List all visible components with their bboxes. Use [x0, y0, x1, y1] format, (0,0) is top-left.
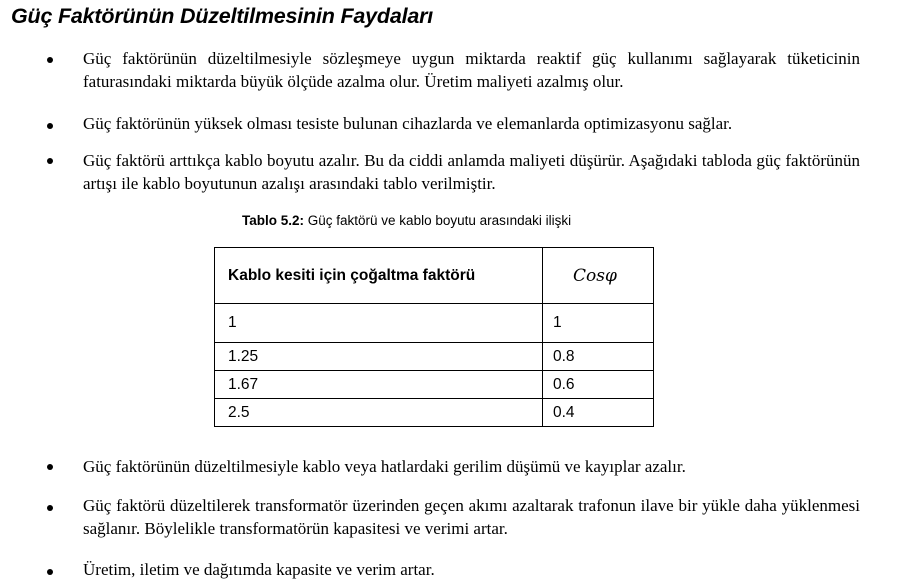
cell-multiplier: 1	[215, 304, 543, 343]
cell-multiplier: 1.67	[215, 371, 543, 399]
bullet-text: Güç faktörü arttıkça kablo boyutu azalır. Bu da ciddi anlamda maliyeti düşürür. Aşağıdaki tabloda güç faktörünün artışı ile kablo boyutunun azalışı arasındaki tablo verilmiştir.	[83, 151, 860, 193]
power-factor-table	[214, 247, 654, 427]
table-row	[215, 371, 654, 399]
table-caption-text: Güç faktörü ve kablo boyutu arasındaki ilişki	[304, 213, 572, 228]
bullet-text: Güç faktörünün yüksek olması tesiste bulunan cihazlarda ve elemanlarda optimizasyonu sağlar.	[83, 114, 733, 133]
table-row	[215, 304, 654, 343]
table-header-row	[215, 248, 654, 304]
page-title: Güç Faktörünün Düzeltilmesinin Faydaları	[11, 4, 434, 28]
header-cosphi: Cosφ	[543, 248, 654, 304]
bullet-dot-icon	[47, 464, 53, 470]
bullet-dot-icon	[47, 123, 53, 129]
cell-cosphi: 1	[543, 304, 654, 343]
table-row	[215, 399, 654, 427]
cell-cosphi: 0.8	[543, 343, 654, 371]
bullet-dot-icon	[47, 158, 53, 164]
cell-multiplier: 1.25	[215, 343, 543, 371]
bullet-text: Üretim, iletim ve dağıtımda kapasite ve verim artar.	[83, 560, 435, 579]
bullet-dot-icon	[47, 505, 53, 511]
cell-cosphi: 0.6	[543, 371, 654, 399]
table-caption	[242, 213, 571, 228]
bullet-text: Güç faktörünün düzeltilmesiyle sözleşmeye uygun miktarda reaktif güç kullanımı sağlayarak tüketicinin faturasındaki miktarda büyük ölçüde azalma olur. Üretim maliyeti azalmış olur.	[83, 49, 860, 91]
bullet-text: Güç faktörü düzeltilerek transformatör üzerinden geçen akımı azaltarak trafonun ilave bir yükle daha yüklenmesi sağlanır. Böylelikle transformatörün kapasitesi ve verimi artar.	[83, 496, 860, 538]
bullet-dot-icon	[47, 569, 53, 575]
bullet-dot-icon	[47, 57, 53, 63]
table-caption-label: Tablo 5.2:	[242, 213, 305, 228]
header-multiplier: Kablo kesiti için çoğaltma faktörü	[215, 248, 543, 304]
table-row	[215, 343, 654, 371]
cell-cosphi: 0.4	[543, 399, 654, 427]
bullet-text: Güç faktörünün düzeltilmesiyle kablo veya hatlardaki gerilim düşümü ve kayıplar azalır.	[83, 457, 686, 476]
cell-multiplier: 2.5	[215, 399, 543, 427]
